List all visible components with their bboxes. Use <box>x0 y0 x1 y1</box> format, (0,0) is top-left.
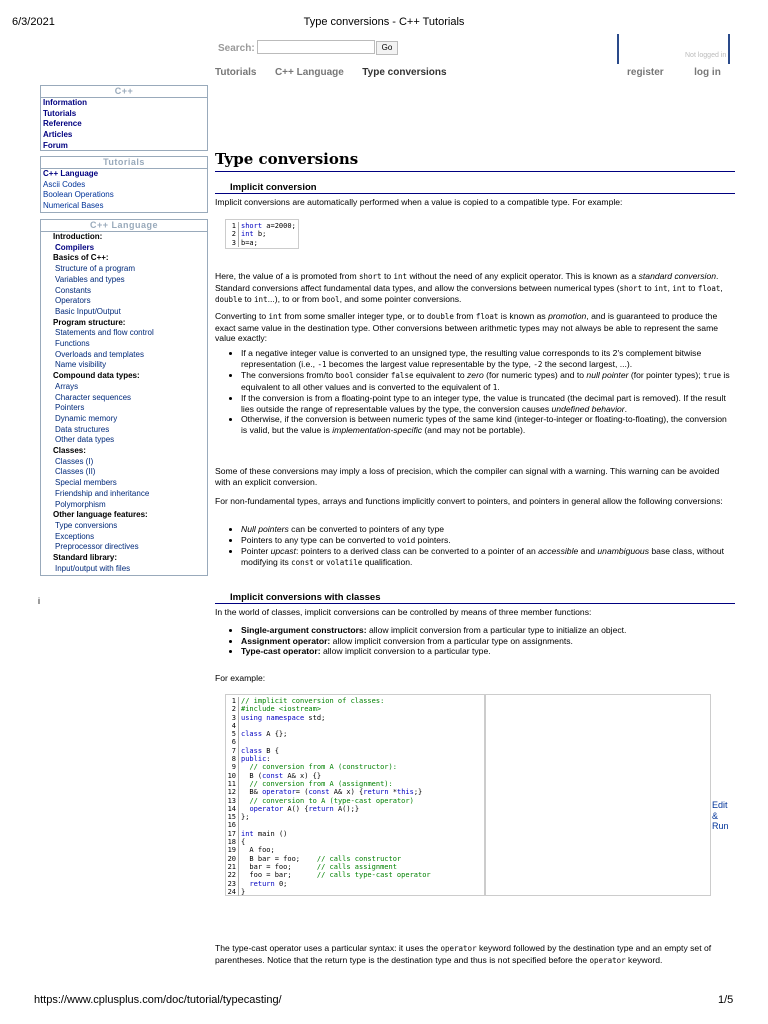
sidebar-item-ascii-codes[interactable]: Ascii Codes <box>43 179 86 189</box>
sidebar-item-numerical-bases[interactable]: Numerical Bases <box>43 201 104 211</box>
sidebar-tutorials-header: Tutorials <box>41 157 207 169</box>
sidebar-item-articles[interactable]: Articles <box>43 130 73 140</box>
code1-line-numbers: 1 2 3 <box>231 222 236 247</box>
sidebar-language-item[interactable]: Variables and types <box>55 274 125 284</box>
list-item: • Assignment operator: allow implicit conversion from a particular type on assignments. <box>241 636 735 647</box>
print-url: https://www.cplusplus.com/doc/tutorial/typecasting/ <box>34 994 282 1006</box>
edit-run-link[interactable]: Edit & Run <box>712 800 729 831</box>
sidebar-language-item[interactable]: Character sequences <box>55 392 132 402</box>
sidebar-language-item[interactable]: Polymorphism <box>55 499 106 509</box>
account-links <box>627 62 735 80</box>
sidebar-language-item[interactable]: Type conversions <box>55 520 118 530</box>
sidebar-language-item: Classes: <box>53 446 86 456</box>
standard-conversion-paragraph: Here, the value of a is promoted from short to int without the need of any explicit operator. This is known as a standard conversion. Standard conversions affect fundamental data types, and allow the conversions between numerical types (short to int, int to float, double to int...), to or from bool, and some pointer conversions. <box>215 271 723 304</box>
sidebar-language-item[interactable]: Other data types <box>55 435 115 445</box>
breadcrumb-tutorials[interactable]: Tutorials <box>215 67 257 78</box>
sidebar-language-item[interactable]: Basic Input/Output <box>55 306 121 316</box>
login-link[interactable]: log in <box>694 67 721 78</box>
intro-paragraph: Implicit conversions are automatically performed when a value is copied to a compatible type. For example: <box>215 197 623 207</box>
sidebar-language-item[interactable]: Statements and flow control <box>55 328 154 338</box>
sidebar-language-item[interactable]: Exceptions <box>55 531 95 541</box>
sidebar-language-item[interactable]: Classes (II) <box>55 467 96 477</box>
sidebar-language-item: Program structure: <box>53 317 126 327</box>
list-item: • Single-argument constructors: allow implicit conversion from a particular type to initialize an object. <box>241 625 735 636</box>
breadcrumb <box>215 62 461 80</box>
sidebar-language-item[interactable]: Arrays <box>55 381 79 391</box>
sidebar-item-boolean-operations[interactable]: Boolean Operations <box>43 190 114 200</box>
sidebar-language-item: Compound data types: <box>53 371 140 381</box>
section-heading-classes: Implicit conversions with classes <box>230 592 381 603</box>
list-item: • Type-cast operator: allow implicit conversion to a particular type. <box>241 646 735 657</box>
title-rule <box>215 171 735 172</box>
classes-intro-paragraph: In the world of classes, implicit conversions can be controlled by means of three member functions: <box>215 607 592 617</box>
for-example-label: For example: <box>215 673 266 683</box>
sidebar-language-item: Standard library: <box>53 553 118 563</box>
sidebar-language-item[interactable]: Constants <box>55 285 92 295</box>
sidebar-language-item[interactable]: Dynamic memory <box>55 413 118 423</box>
member-functions-list <box>215 625 735 657</box>
list-item: • If a negative integer value is converted to an unsigned type, the resulting value corresponds to its 2's complement bitwise representation (i.e., -1 becomes the largest value representable by the type, -2 the second largest, ...). <box>241 348 735 370</box>
conversion-rules-list <box>215 348 735 435</box>
pointer-conversions-list <box>215 524 735 568</box>
list-item: • The conversions from/to bool consider false equivalent to zero (for numeric types) and to null pointer (for pointer types); true is equivalent to all other values and is converted to the equivalent of 1. <box>241 370 735 393</box>
sidebar-language-item[interactable]: Special members <box>55 478 117 488</box>
sidebar-language-item[interactable]: Classes (I) <box>55 456 94 466</box>
section-heading-implicit: Implicit conversion <box>230 182 317 193</box>
sidebar-language-item[interactable]: Overloads and templates <box>55 349 144 359</box>
sidebar-language-item[interactable]: Pointers <box>55 403 85 413</box>
search-label: Search: <box>218 43 255 54</box>
sidebar-language-item[interactable]: Structure of a program <box>55 264 136 274</box>
userbox-divider-right <box>728 34 730 64</box>
sidebar-language-item: Basics of C++: <box>53 253 109 263</box>
list-item: • Pointer upcast: pointers to a derived class can be converted to a pointer of an accessible and unambiguous base class, without modifying its const or volatile qualification. <box>241 546 735 568</box>
sidebar-item-forum[interactable]: Forum <box>43 140 68 150</box>
sidebar-item-cpp-language[interactable]: C++ Language <box>43 169 99 178</box>
list-item: • Pointers to any type can be converted to void pointers. <box>241 535 735 547</box>
sidebar-language-item[interactable]: Compilers <box>55 242 95 252</box>
code2-line-numbers: 1 2 3 4 5 6 7 8 9 10 11 12 13 14 15 16 17 18 19 20 21 22 23 24 <box>227 697 236 896</box>
sidebar-item-tutorials[interactable]: Tutorials <box>43 108 77 118</box>
code2-source: // implicit conversion of classes: #include <iostream> using namespace std; class A {}; class B { public: // conversion from A (constructor): B (const A& x) {} // conversion from A (assignment): B& operator= (const A& x) {return *this;} // conversion to A (type-cast operator) operator A() {return A();} }; int main () { A foo; B bar = foo; // calls constructor bar = foo; // calls assignment foo = bar; // calls type-cast operator return 0; } <box>238 697 431 896</box>
sidebar-language-item: Other language features: <box>53 510 148 520</box>
sidebar-language-item: Introduction: <box>53 232 103 241</box>
sidebar-language-item[interactable]: Friendship and inheritance <box>55 488 150 498</box>
sidebar-language-item[interactable]: Input/output with files <box>55 563 131 573</box>
sidebar-cpp-header: C++ <box>41 86 207 98</box>
stray-glyph: i <box>38 596 40 606</box>
code1-source: short a=2000; int b; b=a; <box>238 222 296 247</box>
sidebar-item-reference[interactable]: Reference <box>43 119 82 129</box>
sidebar-language-item[interactable]: Operators <box>55 296 91 306</box>
sidebar-language-header: C++ Language <box>41 220 207 232</box>
print-title: Type conversions - C++ Tutorials <box>303 16 465 28</box>
sidebar-language-item[interactable]: Preprocessor directives <box>55 542 139 552</box>
userbox-divider <box>617 34 619 64</box>
sidebar-item-information[interactable]: Information <box>43 98 87 107</box>
code-example-1 <box>225 219 299 249</box>
sidebar-tutorials-box <box>40 156 208 213</box>
list-item: • Null pointers can be converted to pointers of any type <box>241 524 735 535</box>
code-example-2 <box>225 694 485 896</box>
sidebar-language-list <box>41 232 207 575</box>
promotion-paragraph: Converting to int from some smaller integer type, or to double from float is known as promotion, and is guaranteed to produce the exact same value in the destination type. Other conversions between arithmetic types may not always be able to represent the same value exactly: <box>215 311 719 343</box>
typecast-paragraph: The type-cast operator uses a particular syntax: it uses the operator keyword followed by the destination type and an empty set of parentheses. Notice that the return type is the destination type and thus is not specified before the operator keyword. <box>215 943 712 965</box>
breadcrumb-cpp-language[interactable]: C++ Language <box>274 67 344 78</box>
sidebar-language-box <box>40 219 208 576</box>
search-input[interactable] <box>257 40 375 54</box>
pointer-intro-paragraph: For non-fundamental types, arrays and functions implicitly convert to pointers, and pointers in general allow the following conversions: <box>215 496 723 506</box>
section-rule-classes <box>215 603 735 604</box>
sidebar-language-item[interactable]: Data structures <box>55 424 110 434</box>
go-button[interactable]: Go <box>376 41 398 55</box>
page-title: Type conversions <box>215 150 359 168</box>
breadcrumb-type-conversions: Type conversions <box>362 67 447 78</box>
list-item: • If the conversion is from a floating-point type to an integer type, the value is truncated (the decimal part is removed). If the result lies outside the range of representable values by the type, the conversion causes undefined behavior. <box>241 393 735 414</box>
list-item: • Otherwise, if the conversion is between numeric types of the same kind (integer-to-integer or floating-to-floating), the conversion is valid, but the value is implementation-specific (and may not be portable). <box>241 414 735 435</box>
login-status: Not logged in <box>685 52 727 59</box>
print-date: 6/3/2021 <box>12 16 55 28</box>
sidebar-cpp-box <box>40 85 208 151</box>
section-rule-implicit <box>215 193 735 194</box>
sidebar-language-item[interactable]: Name visibility <box>55 360 107 370</box>
register-link[interactable]: register <box>627 67 664 78</box>
precision-paragraph: Some of these conversions may imply a loss of precision, which the compiler can signal with a warning. This warning can be avoided with an explicit conversion. <box>215 466 720 487</box>
print-page: 1/5 <box>718 994 734 1006</box>
sidebar-language-item[interactable]: Functions <box>55 339 90 349</box>
output-panel <box>485 694 711 896</box>
